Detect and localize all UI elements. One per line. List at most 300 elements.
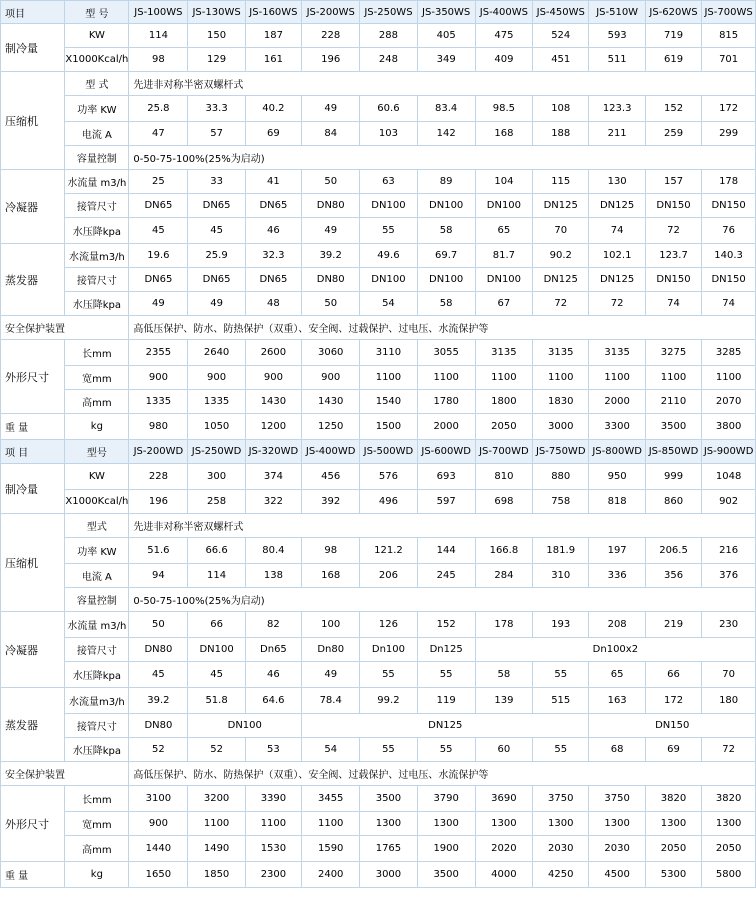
table-cell: 1540 <box>360 390 417 414</box>
table-cell: 99.2 <box>360 688 417 714</box>
table-cell: DN80 <box>129 638 188 662</box>
table-cell: 64.6 <box>245 688 301 714</box>
table-cell: 698 <box>475 490 532 514</box>
model-name: JS-450WS <box>533 1 589 24</box>
table-cell: 4250 <box>533 862 589 888</box>
table-cell: 187 <box>245 24 301 48</box>
table-cell: 139 <box>475 688 532 714</box>
model-name: JS-200WS <box>302 1 360 24</box>
row-unit: 水压降kpa <box>65 662 129 688</box>
table-cell: 208 <box>589 612 645 638</box>
header-model-label: 型号 <box>65 440 129 464</box>
table-cell: 3055 <box>417 340 475 366</box>
table-cell: 5800 <box>702 862 756 888</box>
model-name: JS-700WS <box>702 1 756 24</box>
table-cell: 72 <box>702 738 756 762</box>
table-cell: 3110 <box>360 340 417 366</box>
table-cell: 3300 <box>589 414 645 440</box>
table-cell: 51.8 <box>188 688 245 714</box>
table-row <box>1 244 756 268</box>
table-cell: 69 <box>245 122 301 146</box>
table-cell: DN80 <box>129 714 188 738</box>
table-cell: 49 <box>302 662 360 688</box>
table-row <box>1 122 756 146</box>
table-cell: 349 <box>417 48 475 72</box>
table-cell: 72 <box>645 218 701 244</box>
table-cell: 152 <box>417 612 475 638</box>
table-row <box>1 714 756 738</box>
table-cell: 284 <box>475 564 532 588</box>
capacity-control-value: 0-50-75-100%(25%为启动) <box>129 588 756 612</box>
table-row <box>1 564 756 588</box>
table-cell: 50 <box>302 170 360 194</box>
table-cell: 2050 <box>645 836 701 862</box>
table-cell: 89 <box>417 170 475 194</box>
model-name: JS-620WS <box>645 1 701 24</box>
table-row <box>1 514 756 538</box>
table-cell: 90.2 <box>533 244 589 268</box>
table-cell: 405 <box>417 24 475 48</box>
row-unit: 功率 KW <box>65 96 129 122</box>
table-cell: 178 <box>475 612 532 638</box>
table-cell: 900 <box>245 366 301 390</box>
table-cell: 511 <box>589 48 645 72</box>
table-cell: 168 <box>475 122 532 146</box>
table-cell: 40.2 <box>245 96 301 122</box>
table-cell: 25 <box>129 170 188 194</box>
table-cell: 45 <box>129 662 188 688</box>
table-cell: 150 <box>188 24 245 48</box>
table-cell: 1900 <box>417 836 475 862</box>
section-evaporator: 蒸发器 <box>1 688 65 762</box>
table-cell: 3500 <box>645 414 701 440</box>
table-cell: 950 <box>589 464 645 490</box>
table-row <box>1 638 756 662</box>
table-cell: 98.5 <box>475 96 532 122</box>
table-cell: 65 <box>589 662 645 688</box>
table-cell: 1830 <box>533 390 589 414</box>
table-row <box>1 218 756 244</box>
table-row <box>1 738 756 762</box>
table-cell: DN100 <box>360 194 417 218</box>
table-cell: 3135 <box>533 340 589 366</box>
table-row <box>1 662 756 688</box>
table-cell: 58 <box>417 292 475 316</box>
table-cell: 1590 <box>302 836 360 862</box>
table-cell: 1530 <box>245 836 301 862</box>
table-cell: 2030 <box>589 836 645 862</box>
table-row <box>1 1 756 24</box>
table-row <box>1 464 756 490</box>
table-cell: 1300 <box>417 812 475 836</box>
table-cell: 70 <box>533 218 589 244</box>
table-cell: 259 <box>645 122 701 146</box>
table-cell: 32.3 <box>245 244 301 268</box>
table-cell: 1500 <box>360 414 417 440</box>
table-cell: 1048 <box>702 464 756 490</box>
table-cell: 196 <box>129 490 188 514</box>
row-unit: 功率 KW <box>65 538 129 564</box>
table-cell: 108 <box>533 96 589 122</box>
table-cell: 1300 <box>645 812 701 836</box>
table-cell: 123.3 <box>589 96 645 122</box>
table-cell: 336 <box>589 564 645 588</box>
table-cell: 818 <box>589 490 645 514</box>
table-cell: 55 <box>360 218 417 244</box>
table-cell: 900 <box>302 366 360 390</box>
table-cell: 181.9 <box>533 538 589 564</box>
table-cell: 119 <box>417 688 475 714</box>
section-compressor: 压缩机 <box>1 72 65 170</box>
header-label: 项 目 <box>1 440 65 464</box>
table-cell: DN100 <box>188 714 302 738</box>
table-cell: 80.4 <box>245 538 301 564</box>
table-cell: 456 <box>302 464 360 490</box>
table-row <box>1 366 756 390</box>
table-cell: 1100 <box>360 366 417 390</box>
table-cell: 228 <box>129 464 188 490</box>
table-cell: 815 <box>702 24 756 48</box>
table-cell: 41 <box>245 170 301 194</box>
table-cell: 392 <box>302 490 360 514</box>
row-unit: 水流量 m3/h <box>65 612 129 638</box>
table-row <box>1 836 756 862</box>
section-weight: 重 量 <box>1 862 65 888</box>
table-cell: DN150 <box>589 714 756 738</box>
table-cell: 83.4 <box>417 96 475 122</box>
table-cell: 67 <box>475 292 532 316</box>
table-cell: DN100 <box>417 194 475 218</box>
table-cell: 129 <box>188 48 245 72</box>
row-unit: 接管尺寸 <box>65 268 129 292</box>
header-model-label: 型 号 <box>65 1 129 24</box>
table-row <box>1 48 756 72</box>
table-cell: 211 <box>589 122 645 146</box>
table-cell: 65 <box>475 218 532 244</box>
table-cell: 3135 <box>589 340 645 366</box>
table-cell: 902 <box>702 490 756 514</box>
row-unit: 长mm <box>65 786 129 812</box>
row-unit: kg <box>65 862 129 888</box>
table-cell: 2050 <box>702 836 756 862</box>
table-row <box>1 688 756 714</box>
row-unit: X1000Kcal/h <box>65 48 129 72</box>
table-cell: 55 <box>533 738 589 762</box>
table-cell: 33.3 <box>188 96 245 122</box>
row-unit: 接管尺寸 <box>65 714 129 738</box>
model-name: JS-510W <box>589 1 645 24</box>
table-row <box>1 762 756 786</box>
row-unit: 接管尺寸 <box>65 638 129 662</box>
table-cell: 3000 <box>360 862 417 888</box>
table-cell: 193 <box>533 612 589 638</box>
section-condenser: 冷凝器 <box>1 170 65 244</box>
table-row <box>1 146 756 170</box>
table-cell: 55 <box>417 738 475 762</box>
table-cell: 5300 <box>645 862 701 888</box>
table-cell: Dn100x2 <box>475 638 755 662</box>
table-cell: 300 <box>188 464 245 490</box>
table-cell: 1430 <box>245 390 301 414</box>
table-cell: 451 <box>533 48 589 72</box>
model-name: JS-750WD <box>533 440 589 464</box>
model-name: JS-400WS <box>475 1 532 24</box>
table-cell: 114 <box>188 564 245 588</box>
table-cell: 25.9 <box>188 244 245 268</box>
table-cell: 144 <box>417 538 475 564</box>
table-cell: 206.5 <box>645 538 701 564</box>
table-cell: 3820 <box>702 786 756 812</box>
table-cell: 2020 <box>475 836 532 862</box>
table-cell: 49 <box>188 292 245 316</box>
table-cell: 3000 <box>533 414 589 440</box>
table-cell: 55 <box>360 738 417 762</box>
table-cell: 356 <box>645 564 701 588</box>
table-cell: 58 <box>475 662 532 688</box>
table-cell: DN65 <box>245 268 301 292</box>
table-cell: 196 <box>302 48 360 72</box>
table-cell: 102.1 <box>589 244 645 268</box>
table-cell: 72 <box>533 292 589 316</box>
table-cell: 49.6 <box>360 244 417 268</box>
table-cell: 900 <box>188 366 245 390</box>
table-cell: DN65 <box>245 194 301 218</box>
table-cell: 78.4 <box>302 688 360 714</box>
compressor-type-value: 先进非对称半密双螺杆式 <box>129 72 756 96</box>
table-cell: 39.2 <box>302 244 360 268</box>
table-cell: 140.3 <box>702 244 756 268</box>
model-name: JS-160WS <box>245 1 301 24</box>
row-unit: 电流 A <box>65 564 129 588</box>
table-cell: 2300 <box>245 862 301 888</box>
row-unit: 高mm <box>65 836 129 862</box>
table-cell: 758 <box>533 490 589 514</box>
table-cell: 60 <box>475 738 532 762</box>
table-cell: 54 <box>360 292 417 316</box>
table-cell: 98 <box>302 538 360 564</box>
table-row <box>1 812 756 836</box>
table-row <box>1 490 756 514</box>
section-safety: 安全保护装置 <box>1 316 129 340</box>
table-cell: 2000 <box>589 390 645 414</box>
row-unit: 接管尺寸 <box>65 194 129 218</box>
table-cell: 188 <box>533 122 589 146</box>
table-cell: 1440 <box>129 836 188 862</box>
table-cell: 3820 <box>645 786 701 812</box>
model-name: JS-500WD <box>360 440 417 464</box>
table-cell: 1100 <box>245 812 301 836</box>
table-cell: 322 <box>245 490 301 514</box>
section-compressor: 压缩机 <box>1 514 65 612</box>
table-cell: 55 <box>533 662 589 688</box>
table-cell: 157 <box>645 170 701 194</box>
table-cell: 3060 <box>302 340 360 366</box>
table-cell: 48 <box>245 292 301 316</box>
table-cell: 104 <box>475 170 532 194</box>
table-cell: 701 <box>702 48 756 72</box>
table-cell: 84 <box>302 122 360 146</box>
table-cell: 66 <box>188 612 245 638</box>
table-cell: 409 <box>475 48 532 72</box>
table-cell: 4000 <box>475 862 532 888</box>
table-cell: 1300 <box>533 812 589 836</box>
table-cell: DN100 <box>360 268 417 292</box>
row-unit: 宽mm <box>65 366 129 390</box>
table-row <box>1 612 756 638</box>
table-cell: DN125 <box>533 194 589 218</box>
table-row <box>1 170 756 194</box>
table-cell: 50 <box>129 612 188 638</box>
table-cell: 1850 <box>188 862 245 888</box>
row-unit: 水流量m3/h <box>65 244 129 268</box>
table-cell: 49 <box>302 218 360 244</box>
table-cell: 880 <box>533 464 589 490</box>
table-cell: DN150 <box>702 194 756 218</box>
table-cell: DN65 <box>129 194 188 218</box>
model-name: JS-400WD <box>302 440 360 464</box>
table-cell: 475 <box>475 24 532 48</box>
table-cell: 54 <box>302 738 360 762</box>
table-cell: DN125 <box>589 268 645 292</box>
table-cell: 126 <box>360 612 417 638</box>
table-cell: 123.7 <box>645 244 701 268</box>
table-cell: 3100 <box>129 786 188 812</box>
table-cell: 172 <box>702 96 756 122</box>
table-cell: 206 <box>360 564 417 588</box>
table-cell: 980 <box>129 414 188 440</box>
table-cell: 52 <box>129 738 188 762</box>
table-cell: 19.6 <box>129 244 188 268</box>
table-cell: 2070 <box>702 390 756 414</box>
table-cell: DN65 <box>188 194 245 218</box>
row-unit: 水流量m3/h <box>65 688 129 714</box>
table-cell: 219 <box>645 612 701 638</box>
row-unit: 型式 <box>65 514 129 538</box>
table-cell: 3275 <box>645 340 701 366</box>
table-cell: 114 <box>129 24 188 48</box>
header-label: 项目 <box>1 1 65 24</box>
row-unit: 宽mm <box>65 812 129 836</box>
table-cell: 50 <box>302 292 360 316</box>
table-cell: 178 <box>702 170 756 194</box>
table-cell: Dn125 <box>417 638 475 662</box>
row-unit: 水压降kpa <box>65 218 129 244</box>
table-cell: 2000 <box>417 414 475 440</box>
table-cell: 74 <box>589 218 645 244</box>
table-cell: 68 <box>589 738 645 762</box>
table-cell: DN65 <box>129 268 188 292</box>
table-cell: 3500 <box>417 862 475 888</box>
model-name: JS-850WD <box>645 440 701 464</box>
table-cell: 180 <box>702 688 756 714</box>
table-cell: DN125 <box>302 714 589 738</box>
table-cell: 810 <box>475 464 532 490</box>
table-cell: 719 <box>645 24 701 48</box>
row-unit: KW <box>65 24 129 48</box>
table-cell: 228 <box>302 24 360 48</box>
model-name: JS-250WS <box>360 1 417 24</box>
table-cell: 3500 <box>360 786 417 812</box>
table-cell: 115 <box>533 170 589 194</box>
table-cell: 1100 <box>645 366 701 390</box>
safety-value: 高低压保护、防水、防热保护（双重）、安全阀、过载保护、过电压、水流保护等 <box>129 762 756 786</box>
table-cell: Dn65 <box>245 638 301 662</box>
table-cell: Dn80 <box>302 638 360 662</box>
model-name: JS-700WD <box>475 440 532 464</box>
table-row <box>1 414 756 440</box>
table-cell: 66 <box>645 662 701 688</box>
table-cell: 1250 <box>302 414 360 440</box>
table-cell: 1100 <box>188 812 245 836</box>
table-cell: 163 <box>589 688 645 714</box>
table-cell: 121.2 <box>360 538 417 564</box>
table-cell: 3690 <box>475 786 532 812</box>
table-cell: 1100 <box>417 366 475 390</box>
table-row <box>1 440 756 464</box>
table-cell: 2030 <box>533 836 589 862</box>
table-cell: DN80 <box>302 194 360 218</box>
table-cell: 1100 <box>475 366 532 390</box>
row-unit: kg <box>65 414 129 440</box>
table-cell: 3750 <box>589 786 645 812</box>
row-unit: 水压降kpa <box>65 738 129 762</box>
section-cooling: 制冷量 <box>1 464 65 514</box>
table-cell: 55 <box>417 662 475 688</box>
table-cell: 3750 <box>533 786 589 812</box>
table-cell: 693 <box>417 464 475 490</box>
table-cell: 576 <box>360 464 417 490</box>
table-cell: 142 <box>417 122 475 146</box>
table-cell: 3790 <box>417 786 475 812</box>
table-row <box>1 786 756 812</box>
table-cell: DN65 <box>188 268 245 292</box>
table-cell: 1100 <box>702 366 756 390</box>
table-row <box>1 268 756 292</box>
table-cell: 82 <box>245 612 301 638</box>
table-cell: 299 <box>702 122 756 146</box>
table-cell: Dn100 <box>360 638 417 662</box>
table-cell: DN100 <box>475 194 532 218</box>
table-cell: DN125 <box>533 268 589 292</box>
section-dimensions: 外形尺寸 <box>1 786 65 862</box>
row-unit: 水压降kpa <box>65 292 129 316</box>
model-name: JS-320WD <box>245 440 301 464</box>
table-cell: 166.8 <box>475 538 532 564</box>
table-cell: 47 <box>129 122 188 146</box>
capacity-control-value: 0-50-75-100%(25%为启动) <box>129 146 756 170</box>
section-cooling: 制冷量 <box>1 24 65 72</box>
table-cell: 69 <box>645 738 701 762</box>
table-cell: 1300 <box>702 812 756 836</box>
row-unit: 高mm <box>65 390 129 414</box>
model-name: JS-900WD <box>702 440 756 464</box>
table-cell: 245 <box>417 564 475 588</box>
section-dimensions: 外形尺寸 <box>1 340 65 414</box>
table-cell: 1300 <box>360 812 417 836</box>
table-row <box>1 340 756 366</box>
table-cell: 76 <box>702 218 756 244</box>
row-unit: KW <box>65 464 129 490</box>
row-unit: X1000Kcal/h <box>65 490 129 514</box>
table-cell: 1300 <box>589 812 645 836</box>
table-cell: 168 <box>302 564 360 588</box>
table-cell: 25.8 <box>129 96 188 122</box>
table-cell: 2355 <box>129 340 188 366</box>
table-cell: 1050 <box>188 414 245 440</box>
table-cell: 138 <box>245 564 301 588</box>
table-cell: 197 <box>589 538 645 564</box>
table-cell: 49 <box>302 96 360 122</box>
